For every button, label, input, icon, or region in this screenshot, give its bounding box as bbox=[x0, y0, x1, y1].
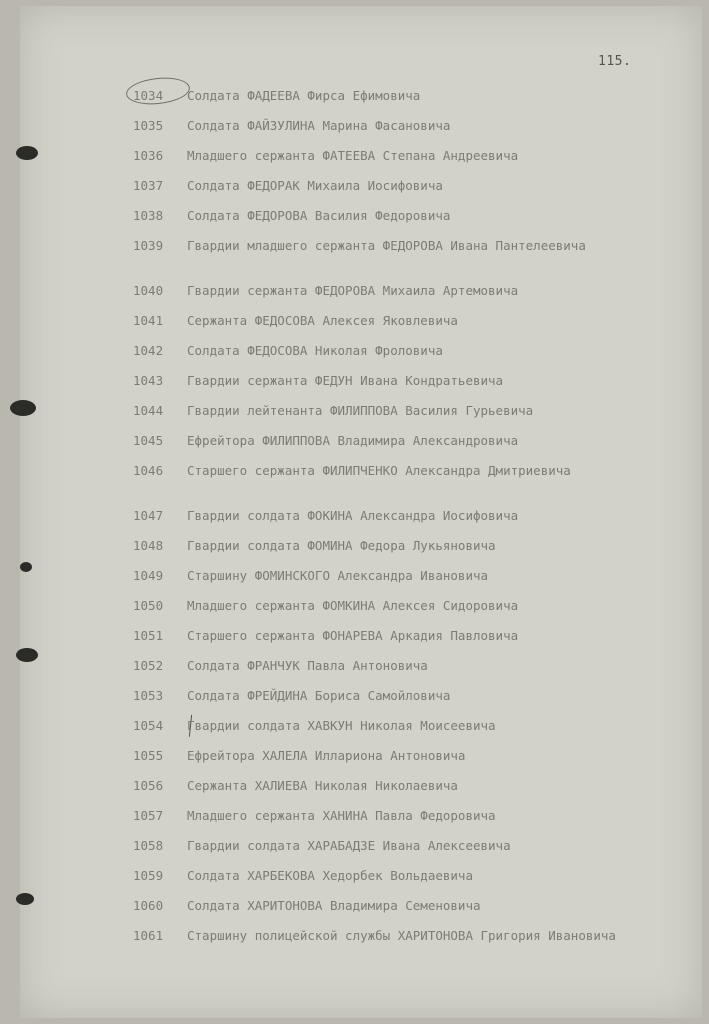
entry-text: Гвардии младшего сержанта ФЕДОРОВА Ивана Пантелеевича bbox=[187, 238, 586, 253]
entry-text: Старшину полицейской службы ХАРИТОНОВА Григория Ивановича bbox=[187, 928, 616, 943]
entry-number: 1047 bbox=[133, 508, 164, 523]
entry-number: 1048 bbox=[133, 538, 164, 553]
entry-number: 1039 bbox=[133, 238, 164, 253]
entry-text: Гвардии лейтенанта ФИЛИППОВА Василия Гурьевича bbox=[187, 403, 534, 418]
page-number: 115. bbox=[598, 54, 632, 69]
entry-text: Солдата ФАДЕЕВА Фирса Ефимовича bbox=[187, 88, 421, 103]
entry-number: 1056 bbox=[133, 778, 164, 793]
entry-text: Гвардии солдата ФОМИНА Федора Лукьяновича bbox=[187, 538, 496, 553]
entry-text: Младшего сержанта ХАНИНА Павла Федоровича bbox=[187, 808, 496, 823]
entry-number: 1045 bbox=[133, 433, 164, 448]
entry-number: 1046 bbox=[133, 463, 164, 478]
binding-hole bbox=[10, 400, 36, 416]
entry-number: 1043 bbox=[133, 373, 164, 388]
entry-number: 1044 bbox=[133, 403, 164, 418]
entry-text: Гвардии сержанта ФЕДУН Ивана Кондратьевича bbox=[187, 373, 504, 388]
entry-number: 1049 bbox=[133, 568, 164, 583]
entry-text: Старшего сержанта ФИЛИПЧЕНКО Александра Дмитриевича bbox=[187, 463, 571, 478]
binding-hole bbox=[16, 648, 38, 662]
entry-number: 1036 bbox=[133, 148, 164, 163]
entry-text: Солдата ФЕДОСОВА Николая Фроловича bbox=[187, 343, 443, 358]
entry-text: Солдата ФАЙЗУЛИНА Марина Фасановича bbox=[187, 118, 451, 133]
entry-number: 1034 bbox=[133, 88, 164, 103]
entry-text: Старшину ФОМИНСКОГО Александра Ивановича bbox=[187, 568, 489, 583]
entry-number: 1042 bbox=[133, 343, 164, 358]
entry-number: 1055 bbox=[133, 748, 164, 763]
entry-number: 1051 bbox=[133, 628, 164, 643]
entry-text: Ефрейтора ФИЛИППОВА Владимира Александровича bbox=[187, 433, 519, 448]
document-page bbox=[20, 6, 702, 1018]
entry-text: Солдата ФРЕЙДИНА Бориса Самойловича bbox=[187, 688, 451, 703]
entry-text: Младшего сержанта ФАТЕЕВА Степана Андреевича bbox=[187, 148, 519, 163]
entry-number: 1040 bbox=[133, 283, 164, 298]
entry-text: Сержанта ХАЛИЕВА Николая Николаевича bbox=[187, 778, 458, 793]
binding-hole bbox=[16, 146, 38, 160]
binding-hole bbox=[20, 562, 32, 572]
entry-text: Солдата ХАРБЕКОВА Хедорбек Вольдаевича bbox=[187, 868, 473, 883]
entry-text: Ефрейтора ХАЛЕЛА Илларионa Антоновича bbox=[187, 748, 466, 763]
entry-number: 1050 bbox=[133, 598, 164, 613]
entry-text: Солдата ФЕДОРАК Михаила Иосифовича bbox=[187, 178, 443, 193]
entry-number: 1053 bbox=[133, 688, 164, 703]
entry-number: 1058 bbox=[133, 838, 164, 853]
entry-text: Гвардии сержанта ФЕДОРОВА Михаила Артемовича bbox=[187, 283, 519, 298]
entry-number: 1035 bbox=[133, 118, 164, 133]
entry-number: 1057 bbox=[133, 808, 164, 823]
entry-text: Гвардии солдата ХАВКУН Николая Моисеевича bbox=[187, 718, 496, 733]
entry-number: 1059 bbox=[133, 868, 164, 883]
entry-text: Солдата ХАРИТОНОВА Владимира Семеновича bbox=[187, 898, 481, 913]
entry-text: Младшего сержанта ФОМКИНА Алексея Сидоровича bbox=[187, 598, 519, 613]
entry-text: Солдата ФЕДОРОВА Василия Федоровича bbox=[187, 208, 451, 223]
entry-number: 1052 bbox=[133, 658, 164, 673]
entry-number: 1060 bbox=[133, 898, 164, 913]
entry-text: Сержанта ФЕДОСОВА Алексея Яковлевича bbox=[187, 313, 458, 328]
entry-text: Гвардии солдата ХАРАБАДЗЕ Ивана Алексеевича bbox=[187, 838, 511, 853]
entry-number: 1061 bbox=[133, 928, 164, 943]
entry-text: Солдата ФРАНЧУК Павла Антоновича bbox=[187, 658, 428, 673]
entry-number: 1054 bbox=[133, 718, 164, 733]
entry-number: 1041 bbox=[133, 313, 164, 328]
entry-text: Гвардии солдата ФОКИНА Александра Иосифовича bbox=[187, 508, 519, 523]
entry-number: 1038 bbox=[133, 208, 164, 223]
binding-hole bbox=[16, 893, 34, 905]
entry-number: 1037 bbox=[133, 178, 164, 193]
entry-text: Старшего сержанта ФОНАРЕВА Аркадия Павловича bbox=[187, 628, 519, 643]
